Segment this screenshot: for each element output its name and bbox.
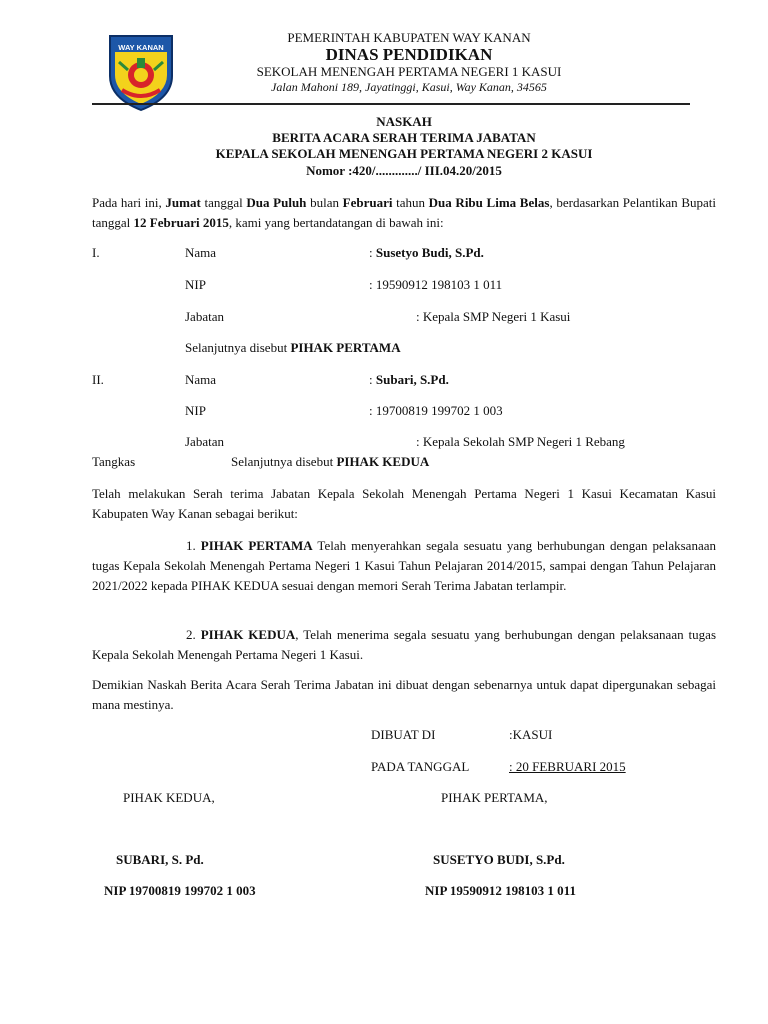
party1-name-value: : Susetyo Budi, S.Pd. xyxy=(369,245,484,260)
signature-left-nip: NIP 19700819 199702 1 003 xyxy=(104,883,256,898)
party1-jabatan-label: Jabatan xyxy=(185,309,224,324)
party1-name-label: Nama xyxy=(185,245,217,260)
party1-number: I. xyxy=(92,245,100,260)
party2-jabatan-continuation: Tangkas xyxy=(92,454,136,469)
signature-right-nip: NIP 19590912 198103 1 011 xyxy=(425,883,576,898)
party1-jabatan-value: : Kepala SMP Negeri 1 Kasui xyxy=(416,309,571,324)
party2-nip-label: NIP xyxy=(185,403,206,418)
party2-name-label: Nama xyxy=(185,372,217,387)
party2-nip-value: : 19700819 199702 1 003 xyxy=(369,403,503,418)
party2-reference: Selanjutnya disebut PIHAK KEDUA xyxy=(231,454,430,469)
signature-left-name: SUBARI, S. Pd. xyxy=(116,852,204,867)
signing-date: PADA TANGGAL : 20 FEBRUARI 2015 xyxy=(371,759,626,774)
doc-title-school: KEPALA SEKOLAH MENENGAH PERTAMA NEGERI 2 KASUI xyxy=(215,146,593,161)
handover-intro: Telah melakukan Serah terima Jabatan Kepala Sekolah Menengah Pertama Negeri 1 Kasui Kecamatan Kasui Kabupaten Way Kanan sebagai berikut: xyxy=(92,486,716,521)
doc-title-naskah: NASKAH xyxy=(376,114,432,129)
signature-right-name: SUSETYO BUDI, S.Pd. xyxy=(433,852,565,867)
made-at-value: :KASUI xyxy=(509,727,553,742)
letterhead-divider xyxy=(92,103,690,105)
closing-paragraph: Demikian Naskah Berita Acara Serah Terima Jabatan ini dibuat dengan sebenarnya untuk dapat dipergunakan sebagai mana mestinya. xyxy=(92,677,716,712)
handover-item-1: 1. PIHAK PERTAMA Telah menyerahkan segala sesuatu yang berhubungan dengan pelaksanaan tugas Kepala Sekolah Menengah Pertama Negeri 1 Kasui Tahun Pelajaran 2014/2015, sampai dengan Tahun Pelajaran 2021/2022 kepada PIHAK KEDUA sesuai dengan memori Serah Terima Jabatan terlampir. xyxy=(92,538,716,593)
svg-text:WAY KANAN: WAY KANAN xyxy=(118,43,164,52)
letterhead-address: Jalan Mahoni 189, Jayatinggi, Kasui, Way Kanan, 34565 xyxy=(271,80,547,94)
letterhead-school: SEKOLAH MENENGAH PERTAMA NEGERI 1 KASUI xyxy=(256,64,562,79)
party2-jabatan-label: Jabatan xyxy=(185,434,224,449)
party2-jabatan-value: : Kepala Sekolah SMP Negeri 1 Rebang xyxy=(416,434,625,449)
handover-item-2: 2. PIHAK KEDUA, Telah menerima segala sesuatu yang berhubungan dengan pelaksanaan tugas Kepala Sekolah Menengah Pertama Negeri 1 Kasui. xyxy=(92,627,716,662)
letterhead-government: PEMERINTAH KABUPATEN WAY KANAN xyxy=(287,30,531,45)
signature-left-role: PIHAK KEDUA, xyxy=(123,790,215,805)
party1-nip-label: NIP xyxy=(185,277,206,292)
doc-number: Nomor :420/............./ III.04.20/2015 xyxy=(306,163,502,178)
made-at-label: DIBUAT DI xyxy=(371,727,436,742)
party1-reference: Selanjutnya disebut PIHAK PERTAMA xyxy=(185,340,401,355)
opening-paragraph: Pada hari ini, Jumat tanggal Dua Puluh bulan Februari tahun Dua Ribu Lima Belas, berdasarkan Pelantikan Bupati tanggal 12 Februari 2015, kami yang bertandatangan di bawah ini: xyxy=(92,195,716,230)
party2-number: II. xyxy=(92,372,104,387)
party1-nip-value: : 19590912 198103 1 011 xyxy=(369,277,503,292)
letterhead-department: DINAS PENDIDIKAN xyxy=(325,45,493,64)
party2-name-value: : Subari, S.Pd. xyxy=(369,372,449,387)
signature-right-role: PIHAK PERTAMA, xyxy=(441,790,548,805)
doc-title-main: BERITA ACARA SERAH TERIMA JABATAN xyxy=(272,130,536,145)
